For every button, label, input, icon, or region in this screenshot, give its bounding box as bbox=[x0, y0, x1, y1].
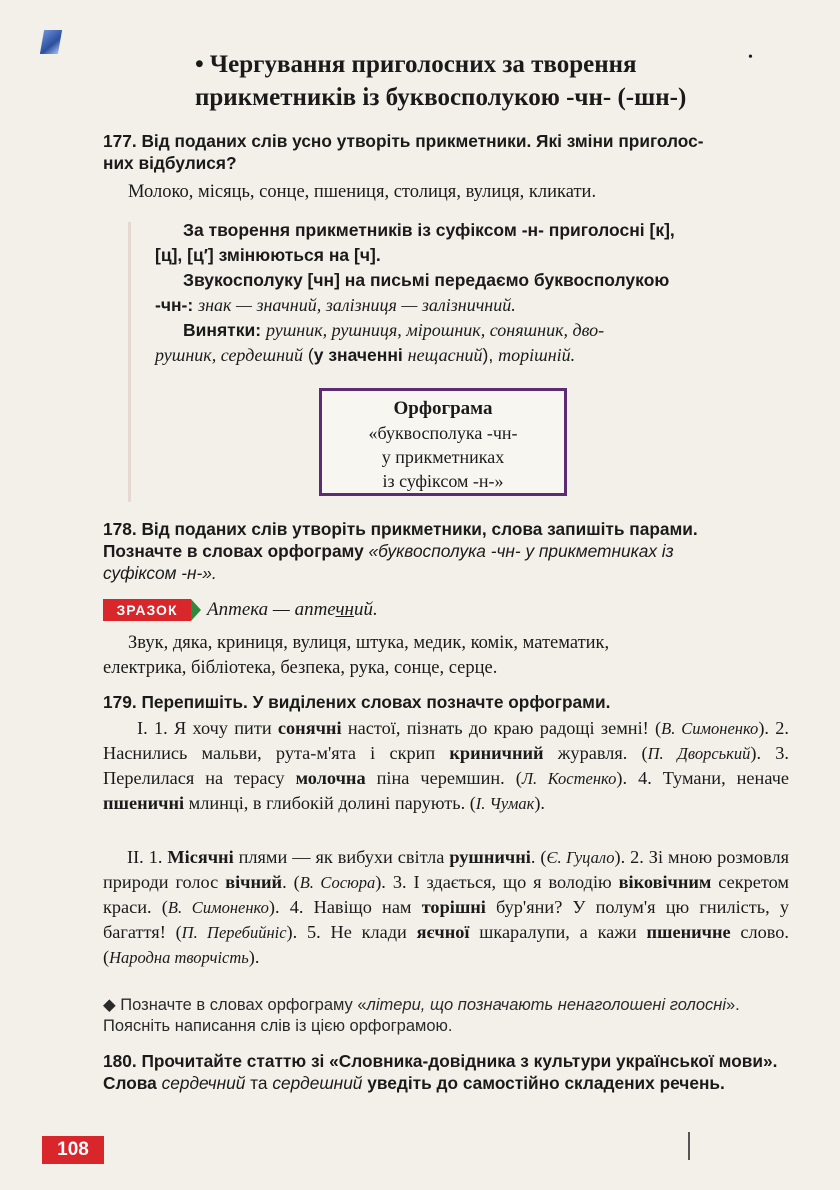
exercise-180-b: та bbox=[250, 1073, 268, 1093]
author-name: Народна творчість bbox=[109, 948, 249, 967]
exercise-178-line-3: суфіксом -н-». bbox=[103, 563, 217, 583]
author-name: В. Симоненко bbox=[661, 719, 759, 738]
exercise-177-number: 177. bbox=[103, 131, 137, 151]
rule-p2-line-2 bbox=[155, 293, 790, 318]
exercise-179-task bbox=[103, 691, 793, 713]
page-number: 108 bbox=[42, 1136, 104, 1164]
exercise-178-line-1: Від поданих слів утворіть прикметники, слова запишіть парами. bbox=[141, 519, 698, 539]
exercise-179-part-1 bbox=[103, 716, 789, 816]
orthogram-line-1: «буквосполука -чн- bbox=[368, 423, 518, 443]
exercise-180-task bbox=[103, 1050, 793, 1094]
exercise-177-task-line-1: Від поданих слів усно утворіть прикметники. Які зміни приголос- bbox=[141, 131, 704, 151]
note-b: ». Поясніть написання слів із цією орфограмою. bbox=[103, 996, 740, 1035]
highlighted-word: молочна bbox=[295, 768, 366, 788]
exercise-178-task bbox=[103, 518, 793, 584]
exercise-180-c: уведіть до самостійно складених речень. bbox=[367, 1073, 725, 1093]
author-name: П. Дворський bbox=[647, 744, 751, 763]
note-italic: літери, що позначають ненаголошені голосні bbox=[366, 996, 726, 1014]
highlighted-word: торішні bbox=[421, 897, 486, 917]
rule-meaning-label: у значенні bbox=[313, 345, 403, 365]
section-title bbox=[195, 48, 795, 114]
orthogram-line-2: у прикметниках bbox=[381, 447, 505, 467]
text-segment: . ( bbox=[530, 847, 547, 867]
orthogram-title: Орфограма bbox=[393, 398, 493, 419]
text-segment: I. 1. Я хочу пити bbox=[137, 718, 278, 738]
text-segment: ). 3. Перелилася на терасу bbox=[103, 743, 789, 788]
rule-p1-line-1: За творення прикметників із суфіксом -н- приголосні [к], bbox=[183, 220, 675, 240]
author-name: Є. Гуцало bbox=[546, 848, 615, 867]
highlighted-word: яєчної bbox=[416, 922, 470, 942]
sample-text bbox=[207, 597, 378, 622]
rule-p3-line-2 bbox=[155, 343, 790, 368]
paren-open: ( bbox=[307, 345, 314, 365]
exercise-178-line-2b: «буквосполука -чн- у прикметниках із bbox=[368, 541, 674, 561]
paren-close: ), bbox=[482, 345, 494, 365]
rule-meaning: нещасний bbox=[407, 345, 483, 365]
text-segment: бур'яни? У полум'я цю гнилість, у багаття! ( bbox=[103, 897, 789, 942]
rule-side-line bbox=[128, 222, 131, 502]
title-bullet: • bbox=[195, 51, 204, 78]
exercise-177-task bbox=[103, 130, 793, 174]
text-segment: ). 4. Навіщо нам bbox=[268, 897, 422, 917]
orthogram-line-3: із суфіксом -н-» bbox=[382, 471, 504, 491]
author-name: І. Чумак bbox=[475, 794, 535, 813]
exercise-179-number: 179. bbox=[103, 692, 137, 712]
highlighted-word: сонячні bbox=[277, 718, 342, 738]
text-segment: ). 5. Не клади bbox=[286, 922, 417, 942]
sample-text-a: Аптека — апте bbox=[207, 599, 336, 620]
exercise-180-word-2: сердешний bbox=[272, 1073, 363, 1093]
sample-badge: ЗРАЗОК bbox=[103, 599, 191, 621]
text-segment: млинці, в глибокій долині парують. ( bbox=[184, 793, 476, 813]
bottom-tick bbox=[688, 1132, 690, 1160]
text-segment: ). 4. Тумани, неначе bbox=[616, 768, 790, 788]
rule-exceptions-label: Винятки: bbox=[183, 320, 262, 340]
exercise-180-word-1: сердечний bbox=[161, 1073, 246, 1093]
exercise-178-words-1: Звук, дяка, криниця, вулиця, штука, медик, комік, математик, bbox=[128, 633, 610, 653]
text-segment: ). bbox=[534, 793, 545, 813]
text-segment: . ( bbox=[282, 872, 300, 892]
rule-p1-line-2: [ц], [ц′] змінюються на [ч]. bbox=[155, 245, 381, 265]
rule-p2-line-1: Звукосполуку [чн] на письмі передаємо буквосполукою bbox=[183, 270, 670, 290]
orthogram-box bbox=[319, 388, 567, 496]
exercise-178-words-2: електрика, бібліотека, безпека, рука, сонце, серце. bbox=[103, 658, 498, 678]
highlighted-word: пшеничне bbox=[646, 922, 731, 942]
author-name: П. Перебийніс bbox=[181, 923, 287, 942]
exercise-179-task-text: Перепишіть. У виділених словах позначте орфограми. bbox=[141, 692, 611, 712]
text-segment: II. 1. bbox=[127, 847, 168, 867]
rule-exceptions-1: рушник, рушниця, мірошник, соняшник, дво- bbox=[265, 320, 605, 340]
dot-mark: • bbox=[748, 50, 753, 65]
exercise-178-number: 178. bbox=[103, 519, 137, 539]
rule-p2-examples: знак — значний, залізниця — залізничний. bbox=[198, 295, 516, 315]
text-segment: шкаралупи, а кажи bbox=[469, 922, 647, 942]
highlighted-word: вічний bbox=[225, 872, 283, 892]
text-segment: ). bbox=[248, 947, 260, 967]
highlighted-word: криничний bbox=[449, 743, 544, 763]
highlighted-word: віковічним bbox=[618, 872, 712, 892]
highlighted-word: Місячні bbox=[167, 847, 234, 867]
rule-exceptions-3: торішній. bbox=[498, 345, 576, 365]
rule-block bbox=[155, 218, 790, 368]
title-line-2: прикметників із буквосполукою -чн- (-шн-) bbox=[195, 84, 687, 111]
corner-decoration bbox=[40, 30, 62, 54]
text-segment: настої, пізнать до краю радощі земні! ( bbox=[341, 718, 662, 738]
sample-text-b: ий. bbox=[353, 599, 378, 620]
exercise-179-part-2 bbox=[103, 845, 789, 970]
sample-text-underlined: чн bbox=[335, 599, 354, 620]
text-segment: ). 3. І здається, що я володію bbox=[375, 872, 619, 892]
title-line-1: Чергування приголосних за творення bbox=[209, 51, 637, 78]
text-segment: ). 2. Наснились мальви, рута-м'ята і скрип bbox=[103, 718, 789, 763]
exercise-177-task-line-2: них відбулися? bbox=[103, 153, 237, 173]
text-segment: журавля. ( bbox=[543, 743, 648, 763]
note-a: ◆ Позначте в словах орфограму « bbox=[103, 996, 367, 1014]
exercise-179-note bbox=[103, 995, 791, 1037]
text-segment: піна черемшин. ( bbox=[365, 768, 522, 788]
exercise-180-a: Прочитайте статтю зі «Словника-довідника з культури української мови». Слова bbox=[103, 1051, 778, 1093]
rule-p3-line-1 bbox=[155, 318, 790, 343]
author-name: В. Симоненко bbox=[167, 898, 269, 917]
text-segment: плями — як вибухи світла bbox=[233, 847, 450, 867]
exercise-178-line-2a: Позначте в словах орфограму bbox=[103, 541, 364, 561]
exercise-177-words: Молоко, місяць, сонце, пшениця, столиця, вулиця, кликати. bbox=[128, 182, 597, 202]
text-segment: ). 2. Зі мною розмовля природи голос bbox=[103, 847, 789, 892]
exercise-180-number: 180. bbox=[103, 1051, 137, 1071]
highlighted-word: пшеничні bbox=[103, 793, 185, 813]
sample-arrow-icon bbox=[191, 599, 201, 621]
author-name: Л. Костенко bbox=[521, 769, 617, 788]
text-segment: секретом краси. ( bbox=[103, 872, 789, 917]
rule-exceptions-2: рушник, сердешний bbox=[155, 345, 304, 365]
rule-p2-bold: -чн-: bbox=[155, 295, 194, 315]
author-name: В. Сосюра bbox=[299, 873, 376, 892]
highlighted-word: рушничні bbox=[449, 847, 531, 867]
text-segment: слово. ( bbox=[103, 922, 789, 967]
